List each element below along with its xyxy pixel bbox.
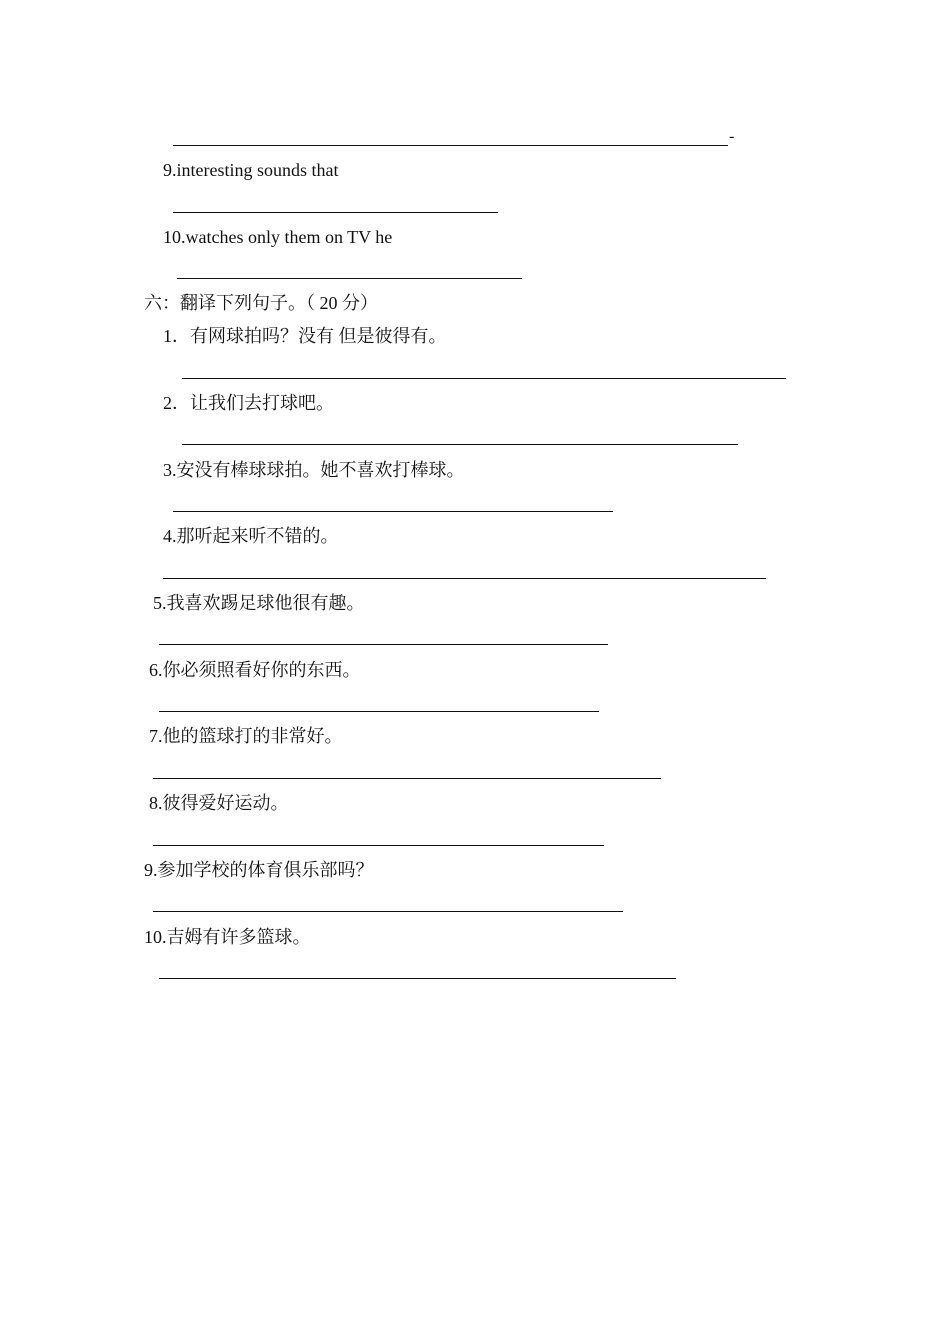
answer-line-reorder-9 <box>173 212 498 213</box>
answer-line-translate-4 <box>163 578 766 579</box>
answer-line-translate-2 <box>182 444 738 445</box>
answer-line-carryover <box>173 145 728 146</box>
section-six-heading: 六：翻译下列句子。（ 20 分） <box>144 293 378 313</box>
answer-line-translate-10 <box>159 978 676 979</box>
answer-line-translate-8 <box>153 845 604 846</box>
carryover-mark: - <box>729 128 735 145</box>
answer-line-translate-5 <box>159 644 608 645</box>
translate-item-3: 3.安没有棒球球拍。她不喜欢打棒球。 <box>163 460 465 480</box>
translate-item-1: 1．有网球拍吗？没有 但是彼得有。 <box>163 326 447 346</box>
answer-line-translate-1 <box>182 378 786 379</box>
translate-item-5: 5.我喜欢踢足球他很有趣。 <box>153 593 365 613</box>
translate-item-7: 7.他的篮球打的非常好。 <box>149 726 343 746</box>
answer-line-translate-6 <box>159 711 599 712</box>
translate-item-6: 6.你必须照看好你的东西。 <box>149 660 361 680</box>
answer-line-reorder-10 <box>177 278 522 279</box>
reorder-item-9: 9.interesting sounds that <box>163 160 339 180</box>
reorder-item-10: 10.watches only them on TV he <box>163 227 393 247</box>
translate-item-9: 9.参加学校的体育俱乐部吗？ <box>144 860 374 880</box>
answer-line-translate-3 <box>173 511 613 512</box>
translate-item-8: 8.彼得爱好运动。 <box>149 793 289 813</box>
translate-item-10: 10.吉姆有许多篮球。 <box>144 927 311 947</box>
answer-line-translate-9 <box>153 911 623 912</box>
translate-item-2: 2．让我们去打球吧。 <box>163 393 334 413</box>
translate-item-4: 4.那听起来听不错的。 <box>163 526 339 546</box>
answer-line-translate-7 <box>153 778 661 779</box>
